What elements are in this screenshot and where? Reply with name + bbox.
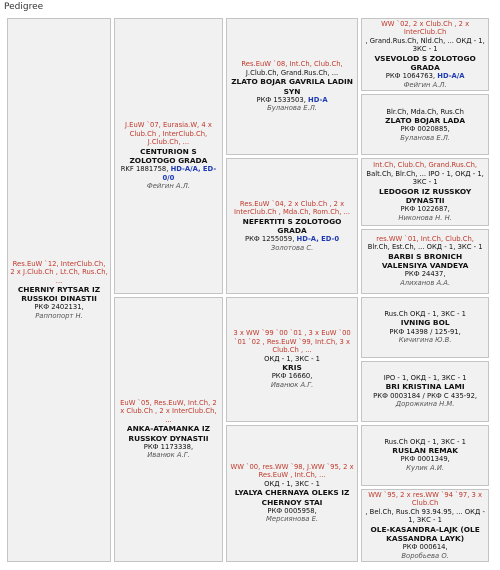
owner: Кичигина Ю.В. xyxy=(398,336,452,345)
dam-cell xyxy=(114,297,223,562)
health-score: HD-A xyxy=(308,95,328,104)
page-heading: Pedigree xyxy=(4,2,44,12)
owner: Алиханов А.А. xyxy=(400,278,451,287)
dog-name-link[interactable]: VSEVOLOD S ZOLOTOGO GRADA xyxy=(374,53,476,73)
dog-name-link[interactable]: BARBI S BRONICH VALENSIYA VANDEYA xyxy=(381,251,469,271)
extra-info: , Grand.Rus.Ch, Nld.Ch, ... ОКД - 1, ЗКС - 1 xyxy=(365,36,485,54)
registration: РКФ 1533503, xyxy=(256,95,306,104)
dog-name-link[interactable]: OLE-KASANDRA-LAJK (OLE KASSANDRA LAYK) xyxy=(370,524,480,543)
extra-info: Rus.Ch ОКД - 1, ЗКС - 1 xyxy=(384,309,466,318)
sire-cell xyxy=(114,18,223,294)
dog-name-link[interactable]: NEFERTITI S ZOLOTOGO GRADA xyxy=(242,216,342,236)
titles: EuW `05, Res.EuW, Int.Ch, 2 x Club.Ch , 2 x InterClub.Ch, ... xyxy=(120,398,217,424)
titles: WW `95, 2 x res.WW `94 `97, 3 x Club.Ch xyxy=(368,490,483,508)
extra-info: Blr.Ch, Mda.Ch, Rus.Ch xyxy=(386,107,464,116)
extra-info: ОКД - 1, ЗКС - 1 xyxy=(264,354,321,363)
registration: РКФ 16660, xyxy=(271,372,313,381)
owner: Мерсиянова Е. xyxy=(266,515,319,524)
registration: РКФ 1064763, xyxy=(385,72,436,81)
health-score: HD-A/A, ED-0/0 xyxy=(162,165,217,182)
generation-1-cell xyxy=(7,18,111,562)
extra-info: ОКД - 1, ЗКС - 1 xyxy=(264,479,321,488)
titles: Res.EuW `04, 2 x Club.Ch , 2 x InterClub.Ch , Mda.Ch, Rom.Ch, ... xyxy=(234,199,351,217)
sds-cell xyxy=(361,158,489,225)
owner: Дорожкина Н.М. xyxy=(395,400,455,409)
owner: Буланова Е.Л. xyxy=(400,133,451,142)
dam-dam-cell xyxy=(226,425,358,562)
dog-name-link[interactable]: BRI KRISTINA LAMI xyxy=(385,382,465,392)
owner: Золотова С. xyxy=(270,243,314,252)
titles: Int.Ch, Club.Ch, Grand.Rus.Ch, xyxy=(373,161,478,170)
owner: Иванюк А.Г. xyxy=(270,380,314,389)
sire-dam-cell xyxy=(226,158,358,293)
titles: res.WW `01, Int.Ch, Club.Ch, xyxy=(376,234,474,243)
extra-info: Blr.Ch, Est.Ch, ... ОКД - 1, ЗКС - 1 xyxy=(367,243,483,252)
health-score: HD-A/A xyxy=(437,72,465,81)
registration: РКФ 000614, xyxy=(402,543,448,552)
dam-sire-cell xyxy=(226,297,358,422)
extra-info: IPO - 1, ОКД - 1, ЗКС - 1 xyxy=(383,373,467,382)
pedigree-table xyxy=(4,15,492,565)
registration: РКФ 1173338, xyxy=(143,442,194,451)
extra-info: , Bel.Ch, Rus.Ch 93.94.95, ... ОКД - 1, ЗКС - 1 xyxy=(365,507,485,525)
extra-info: Rus.Ch ОКД - 1, ЗКС - 1 xyxy=(384,437,466,446)
registration: РКФ 0005958, xyxy=(267,506,317,515)
extra-info: Balt.Ch, Blr.Ch, ... IPO - 1, ОКД - 1, ЗКС - 1 xyxy=(366,169,484,187)
sss-cell xyxy=(361,18,489,91)
sire-sire-cell xyxy=(226,18,358,155)
owner: Иванюк А.Г. xyxy=(147,451,190,460)
owner: Фейгин А.Л. xyxy=(403,80,447,89)
owner: Раппопорт Н. xyxy=(35,311,83,320)
registration: РКФ 24437, xyxy=(404,270,446,279)
registration: РКФ 2402131, xyxy=(34,303,84,312)
registration: РКФ 1255059, xyxy=(244,235,295,244)
titles: J.EuW `07, Eurasia.W, 4 x Club.Ch , InterClub.Ch, J.Club.Ch, ... xyxy=(124,121,212,147)
dog-name-link[interactable]: KRIS xyxy=(282,363,302,373)
ddd-cell xyxy=(361,489,489,562)
health-score: HD-A, ED-0 xyxy=(296,235,340,244)
titles: Res.EuW `12, InterClub.Ch, 2 x J.Club.Ch , Lt.Ch, Rus.Ch, ... xyxy=(10,259,108,285)
dog-name-link[interactable]: RUSLAN REMAK xyxy=(392,446,458,456)
dog-name-link[interactable]: CENTURION S ZOLOTOGO GRADA xyxy=(129,146,208,165)
titles: WW `00, res.WW `98, J.WW `95, 2 x Res.EuW , Int.Ch, ... xyxy=(230,462,354,480)
registration: РКФ 0003184 / РКФ С 435-92, xyxy=(373,391,478,400)
owner: Кулик А.И. xyxy=(406,463,445,472)
dsd-cell xyxy=(361,361,489,422)
dog-name-link[interactable]: CHERNIY RYTSAR IZ RUSSKOI DINASTII xyxy=(17,284,101,304)
titles: 3 x WW `99 `00 `01 , 3 x EuW `00 `01 `02 , Res.EuW `99, Int.Ch, 3 x Club.Ch , ... xyxy=(233,329,351,355)
owner: Никонова Н. Н. xyxy=(398,213,452,222)
dss-cell xyxy=(361,297,489,358)
titles: WW `02, 2 x Club.Ch , 2 x InterClub.Ch xyxy=(381,20,470,37)
dog-name-link[interactable]: ZLATO BOJAR LADA xyxy=(385,116,466,125)
sdd-cell xyxy=(361,229,489,294)
owner: Буланова Е.Л. xyxy=(267,104,317,113)
dog-name-link[interactable]: ANKA-ATAMANKA IZ RUSSKOY DYNASTII xyxy=(126,424,210,443)
ssd-cell xyxy=(361,94,489,155)
owner: Фейгин А.Л. xyxy=(146,182,190,191)
dog-name-link[interactable]: LEDOGOR IZ RUSSKOY DYNASTII xyxy=(379,186,472,206)
registration: РКФ 14398 / 125-91, xyxy=(389,327,461,336)
dog-name-link[interactable]: LYALYA CHERNAYA OLEKS IZ CHERNOY STAI xyxy=(234,488,350,507)
extra-info: J.Club.Ch, Grand.Rus.Ch, ... xyxy=(245,68,339,77)
titles: Res.EuW `08, Int.Ch, Club.Ch, xyxy=(241,60,343,69)
registration: RKF 1881758, xyxy=(120,165,169,174)
dds-cell xyxy=(361,425,489,486)
registration: РКФ 0001349, xyxy=(400,455,450,464)
owner: Воробьева О. xyxy=(401,551,449,560)
registration: РКФ 1022687, xyxy=(400,205,450,214)
dog-name-link[interactable]: IVNING BOL xyxy=(400,318,450,328)
registration: РКФ 0020885, xyxy=(400,125,450,134)
dog-name-link[interactable]: ZLATO BOJAR GAVRILA LADIN SYN xyxy=(231,77,353,96)
